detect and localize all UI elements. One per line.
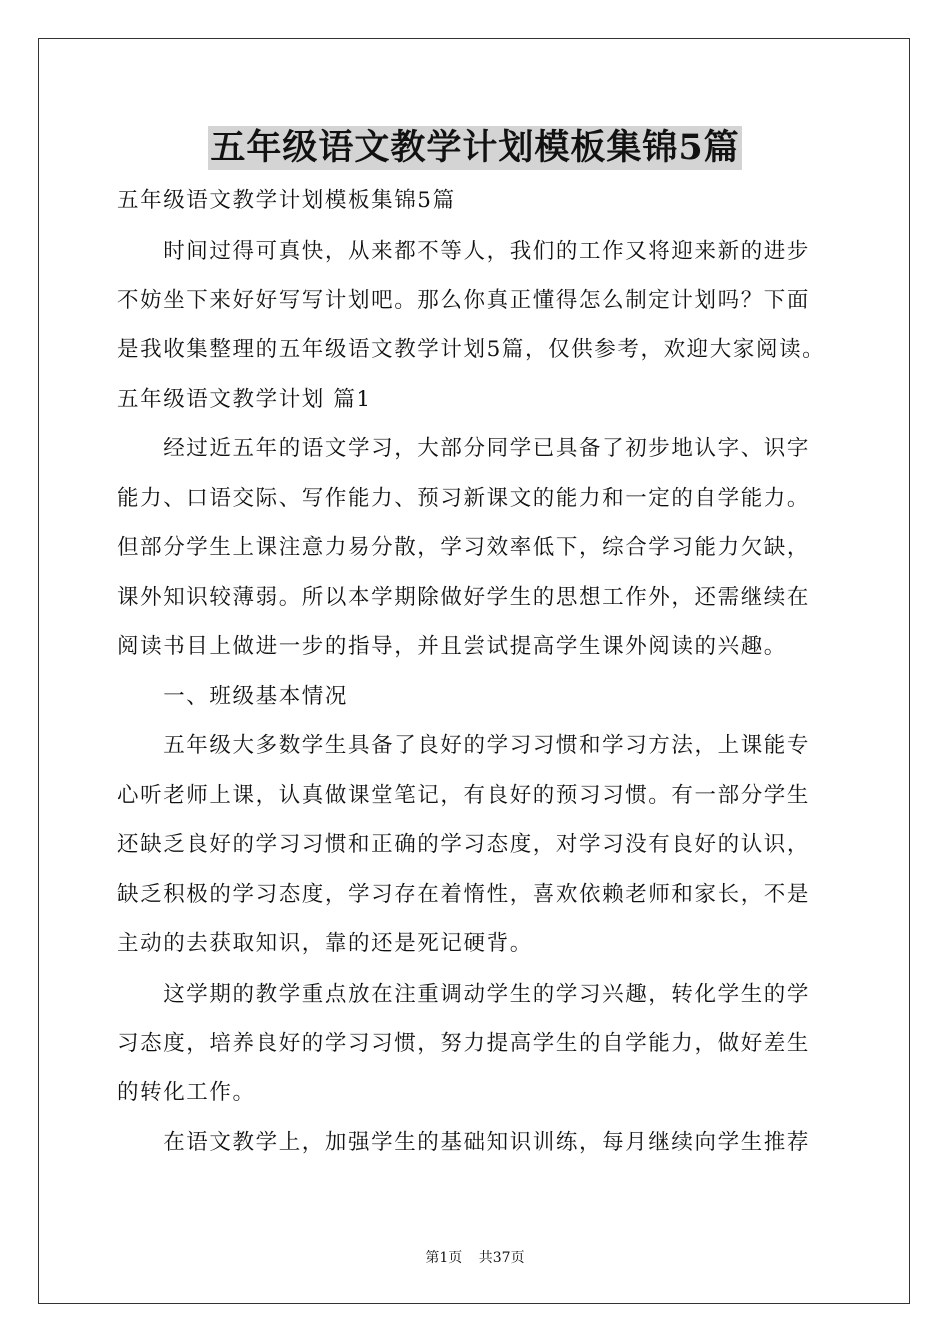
text-line: 还缺乏良好的学习习惯和正确的学习态度，对学习没有良好的认识， [117,832,811,857]
page-footer [0,1247,950,1267]
text-line: 是我收集整理的五年级语文教学计划5篇，仅供参考，欢迎大家阅读。 [117,337,826,362]
page-border [38,38,910,1304]
text-line: 缺乏积极的学习态度，学习存在着惰性，喜欢依赖老师和家长，不是 [117,882,811,907]
text-line: 不妨坐下来好好写写计划吧。那么你真正懂得怎么制定计划吗？下面 [117,288,811,313]
text-line: 课外知识较薄弱。所以本学期除做好学生的思想工作外，还需继续在 [117,585,811,610]
page-number: 第1页 [425,1250,463,1266]
page-total: 共37页 [478,1250,525,1266]
text-line: 时间过得可真快，从来都不等人，我们的工作又将迎来新的进步 [117,239,811,264]
text-line: 这学期的教学重点放在注重调动学生的学习兴趣，转化学生的学 [117,982,811,1007]
text-line: 主动的去获取知识，靠的还是死记硬背。 [117,931,533,956]
text-line: 五年级大多数学生具备了良好的学习习惯和学习方法，上课能专 [117,733,811,758]
text-line: 但部分学生上课注意力易分散，学习效率低下，综合学习能力欠缺， [117,535,811,560]
text-line: 一、班级基本情况 [117,684,349,709]
text-line: 阅读书目上做进一步的指导，并且尝试提高学生课外阅读的兴趣。 [117,634,787,659]
text-line: 能力、口语交际、写作能力、预习新课文的能力和一定的自学能力。 [117,486,811,511]
title-container [0,126,950,170]
text-line: 五年级语文教学计划 篇1 [117,387,372,412]
text-line: 五年级语文教学计划模板集锦5篇 [117,188,456,213]
text-line: 习态度，培养良好的学习习惯，努力提高学生的自学能力，做好差生 [117,1031,811,1056]
text-line: 心听老师上课，认真做课堂笔记，有良好的预习习惯。有一部分学生 [117,783,811,808]
text-line: 的转化工作。 [117,1080,256,1105]
text-line: 在语文教学上，加强学生的基础知识训练，每月继续向学生推荐 [117,1130,811,1155]
document-title: 五年级语文教学计划模板集锦5篇 [210,127,740,168]
text-line: 经过近五年的语文学习，大部分同学已具备了初步地认字、识字 [117,436,811,461]
